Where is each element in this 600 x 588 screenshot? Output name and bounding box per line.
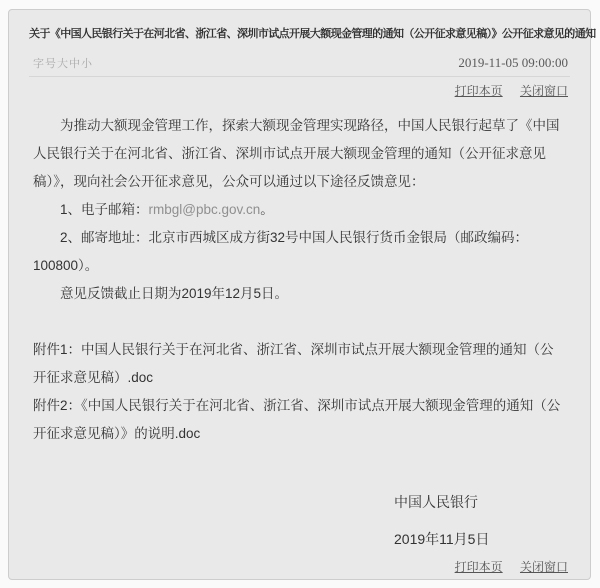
paragraph-deadline: 意见反馈截止日期为2019年12月5日。 bbox=[60, 286, 289, 301]
email-label: 1、电子邮箱： bbox=[60, 202, 149, 217]
footer-print-page-link[interactable]: 打印本页 bbox=[454, 560, 503, 574]
signature-org: 中国人民银行 bbox=[394, 494, 478, 510]
attachment-1-filename[interactable]: 中国人民银行关于在河北省、浙江省、深圳市试点开展大额现金管理的通知（公开征求意见稿）.doc bbox=[33, 342, 554, 385]
attachment-1[interactable] bbox=[33, 336, 566, 392]
notice-panel bbox=[8, 9, 596, 580]
fontsize-label: 字号 bbox=[33, 58, 57, 70]
meta-row bbox=[29, 55, 570, 77]
toolbar-row bbox=[29, 84, 570, 99]
paragraph-email bbox=[33, 196, 566, 224]
paragraph-intro: 为推动大额现金管理工作，探索大额现金管理实现路径，中国人民银行起草了《中国人民银行关于在河北省、浙江省、深圳市试点开展大额现金管理的通知（公开征求意见稿）》，现向社会公开征求意见，公众可以通过以下途径反馈意见： bbox=[33, 118, 560, 189]
signature-date: 2019年11月5日 bbox=[394, 531, 490, 547]
paragraph-mailing-address: 2、邮寄地址：北京市西城区成方街32号中国人民银行货币金银局（邮政编码：100800）。 bbox=[33, 230, 529, 273]
fontsize-medium-button[interactable]: 中 bbox=[69, 58, 81, 70]
fontsize-control bbox=[33, 55, 93, 71]
email-address: rmbgl@pbc.gov.cn bbox=[148, 202, 261, 217]
email-suffix: 。 bbox=[260, 202, 274, 217]
attachment-2-filename[interactable]: 《中国人民银行关于在河北省、浙江省、深圳市试点开展大额现金管理的通知（公开征求意见稿）》的说明.doc bbox=[33, 398, 561, 441]
close-window-link[interactable]: 关闭窗口 bbox=[519, 84, 568, 98]
attachment-1-label: 附件1： bbox=[33, 342, 82, 357]
signature-block bbox=[394, 488, 570, 553]
footer-links bbox=[29, 560, 570, 575]
attachments-section bbox=[29, 336, 570, 448]
publish-datetime: 2019-11-05 09:00:00 bbox=[458, 55, 568, 70]
page-title: 关于《中国人民银行关于在河北省、浙江省、深圳市试点开展大额现金管理的通知（公开征求意见稿）》公开征求意见的通知 bbox=[29, 28, 596, 40]
article-body bbox=[29, 112, 570, 308]
fontsize-large-button[interactable]: 大 bbox=[57, 58, 69, 70]
print-page-link[interactable]: 打印本页 bbox=[454, 84, 503, 98]
fontsize-small-button[interactable]: 小 bbox=[81, 58, 93, 70]
footer-close-window-link[interactable]: 关闭窗口 bbox=[519, 560, 568, 574]
attachment-2[interactable] bbox=[33, 392, 566, 448]
attachment-2-label: 附件2： bbox=[33, 398, 82, 413]
